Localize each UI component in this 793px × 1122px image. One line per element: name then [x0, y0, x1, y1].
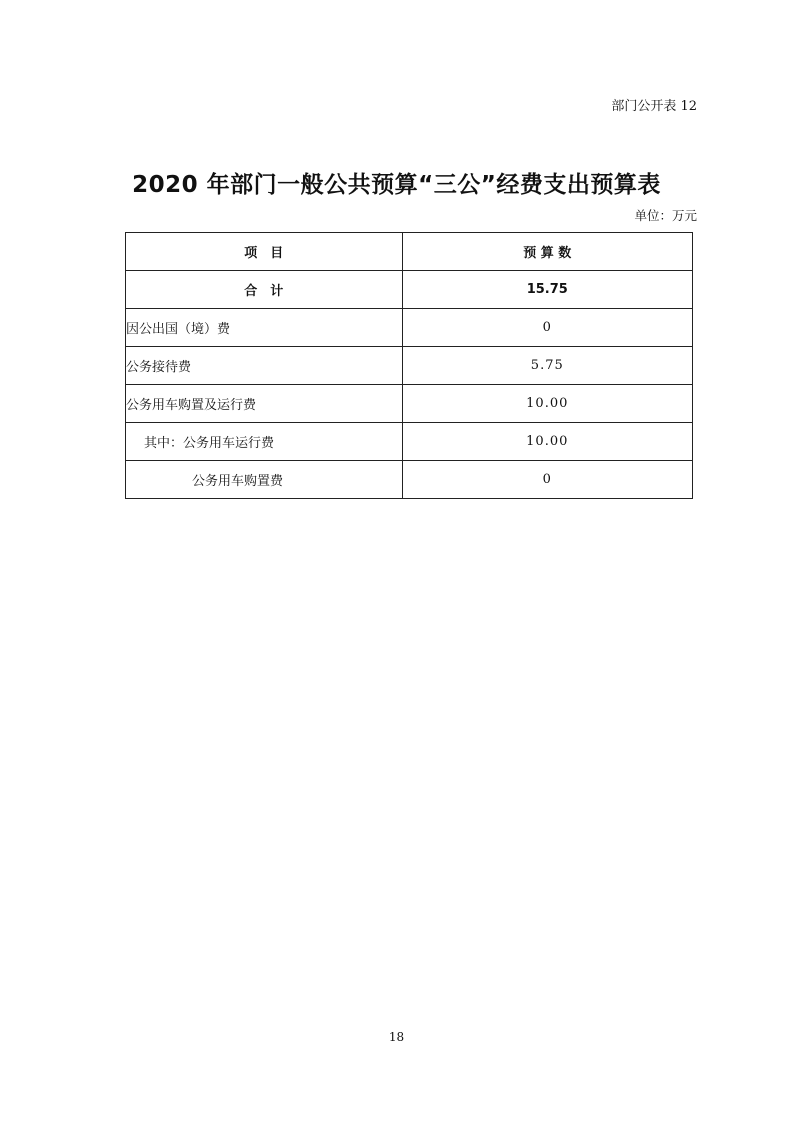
page-number: 18	[388, 1030, 405, 1044]
unit-label: 单位：万元	[634, 208, 697, 223]
header-item: 项 目	[126, 233, 403, 271]
table-row	[126, 309, 693, 347]
table-row	[126, 385, 693, 423]
table-row	[126, 461, 693, 499]
header-budget: 预 算 数	[402, 233, 692, 271]
row-value: 0	[402, 461, 692, 499]
row-value: 10.00	[402, 385, 692, 423]
row-name: 其中：公务用车运行费	[126, 423, 403, 461]
row-name: 公务用车购置及运行费	[126, 385, 403, 423]
total-value: 15.75	[402, 271, 692, 309]
row-value: 5.75	[402, 347, 692, 385]
document-title: 2020 年部门一般公共预算“三公”经费支出预算表	[132, 172, 661, 198]
table-row	[126, 347, 693, 385]
table-header-row	[126, 233, 693, 271]
row-name: 因公出国（境）费	[126, 309, 403, 347]
row-value: 0	[402, 309, 692, 347]
total-label: 合 计	[126, 271, 403, 309]
row-value: 10.00	[402, 423, 692, 461]
budget-table	[125, 232, 693, 499]
row-name: 公务用车购置费	[126, 461, 403, 499]
table-total-row	[126, 271, 693, 309]
row-name: 公务接待费	[126, 347, 403, 385]
page-label: 部门公开表 12	[611, 99, 697, 114]
table-row	[126, 423, 693, 461]
